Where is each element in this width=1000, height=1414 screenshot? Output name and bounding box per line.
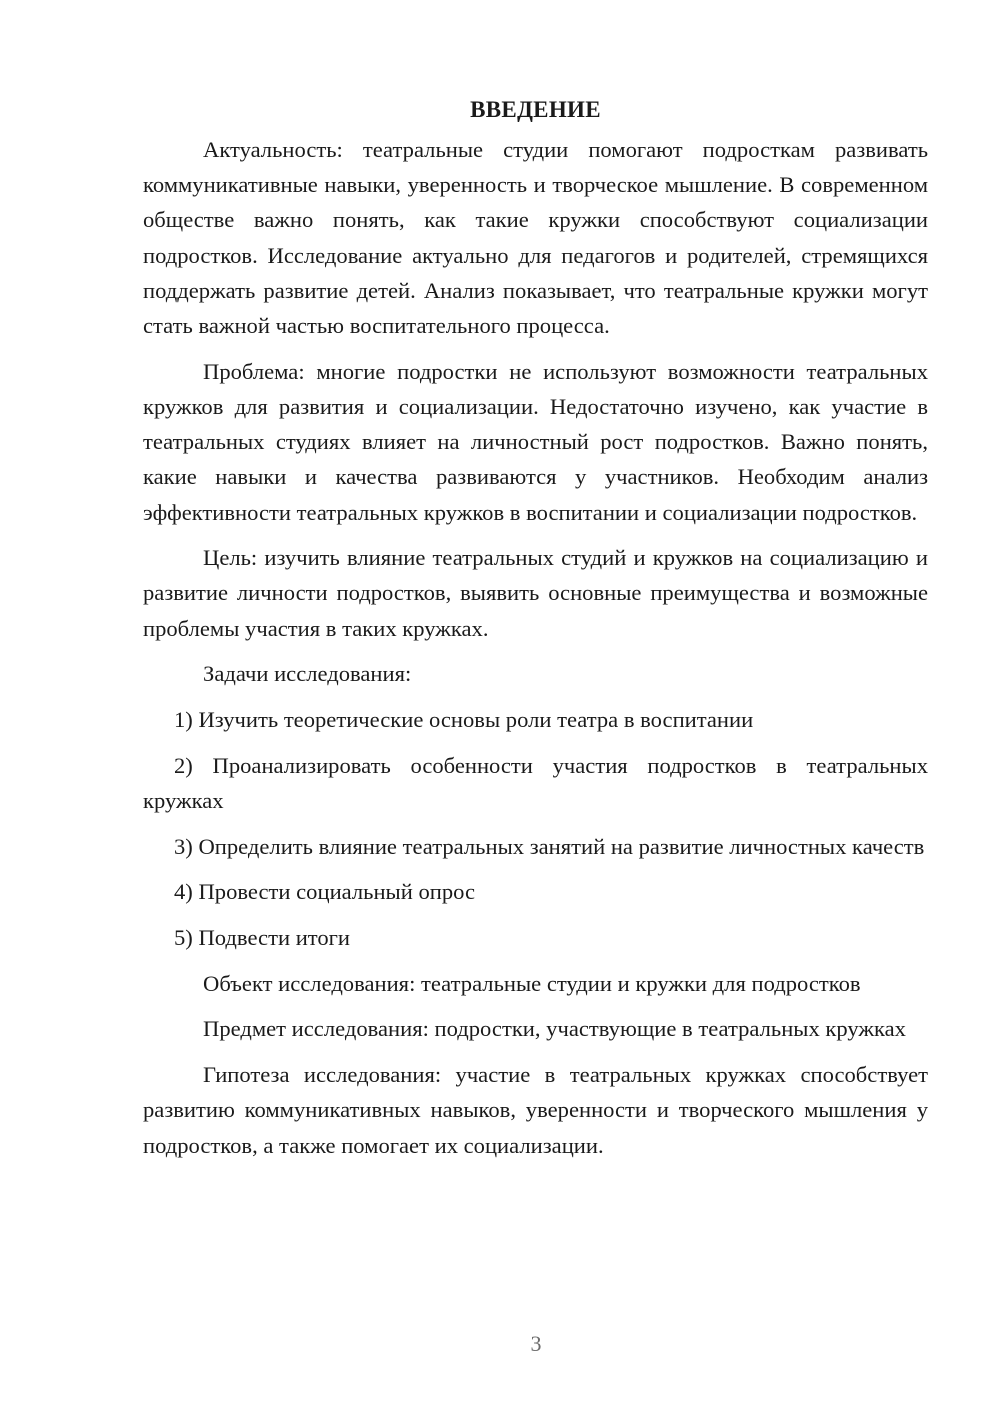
subject-paragraph: Предмет исследования: подростки, участвующие в театральных кружках xyxy=(203,1016,906,1042)
object-paragraph: Объект исследования: театральные студии и кружки для подростков xyxy=(203,970,861,996)
goal-paragraph: Цель: изучить влияние театральных студий и кружков на социализацию и развитие личности подростков, выявить основные преимущества и возможные проблемы участия в таких кружках. xyxy=(143,545,928,641)
problem-paragraph: Проблема: многие подростки не используют возможности театральных кружков для развития и социализации. Недостаточно изучено, как участие в театральных студиях влияет на личностный рост подростков. Важно понять, какие навыки и качества развиваются у участников. Необходим анализ эффективности театральных кружков в воспитании и социализации подростков. xyxy=(143,358,928,525)
task-item: 3) Определить влияние театральных занятий на развитие личностных качеств xyxy=(174,833,925,859)
section-heading: ВВЕДЕНИЕ xyxy=(470,97,601,122)
task-item: 4) Провести социальный опрос xyxy=(174,879,476,905)
tasks-title: Задачи исследования: xyxy=(203,661,412,687)
document-page xyxy=(143,92,928,1173)
hypothesis-paragraph: Гипотеза исследования: участие в театральных кружках способствует развитию коммуникативных навыков, уверенности и творческого мышления у подростков, а также помогает их социализации. xyxy=(143,1062,928,1158)
task-item: 5) Подвести итоги xyxy=(174,925,351,951)
task-item: 1) Изучить теоретические основы роли театра в воспитании xyxy=(174,707,754,733)
relevance-paragraph: Актуальность: театральные студии помогают подросткам развивать коммуникативные навыки, уверенность и творческое мышление. В современном обществе важно понять, как такие кружки способствуют социализации подростков. Исследование актуально для педагогов и родителей, стремящихся поддержать развитие детей. Анализ показывает, что театральные кружки могут стать важной частью воспитательного процесса. xyxy=(143,137,928,339)
task-item: 2) Проанализировать особенности участия подростков в театральных кружках xyxy=(143,752,928,813)
page-number: 3 xyxy=(530,1331,542,1356)
